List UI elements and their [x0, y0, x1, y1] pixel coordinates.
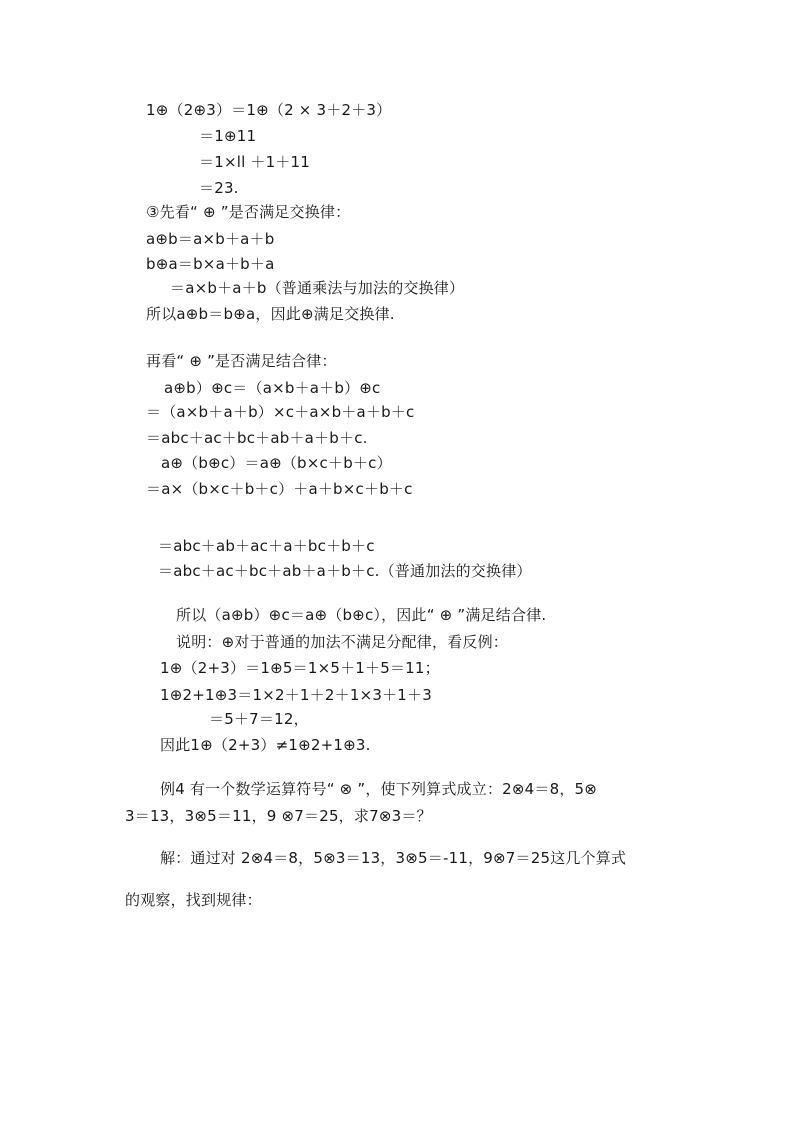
text-line: 3＝13，3⊗5＝11，9 ⊗7＝25，求7⊗3＝？ [125, 807, 432, 825]
text-line: ＝1×ll ＋1＋11 [199, 153, 311, 171]
text-line: ＝23. [199, 179, 239, 197]
text-line: ③先看“ ⊕ ”是否满足交换律： [146, 203, 351, 221]
text-line: ＝5＋7＝12， [209, 710, 309, 728]
text-line: 因此1⊕（2+3）≠1⊕2+1⊕3. [160, 736, 371, 754]
text-line: a⊕（b⊕c）＝a⊕（b×c＋b＋c） [161, 454, 392, 472]
text-line: 所以（a⊕b）⊕c＝a⊕（b⊕c），因此“ ⊕ ”满足结合律. [176, 606, 547, 624]
text-line: 说明：⊕对于普通的加法不满足分配律，看反例： [176, 633, 508, 651]
text-line: ＝abc＋ab＋ac＋a＋bc＋b＋c [158, 537, 375, 555]
text-line: ＝abc＋ac＋bc＋ab＋a＋b＋c. [146, 429, 368, 447]
text-line: 1⊕（2⊕3）＝1⊕（2 × 3＋2＋3） [146, 101, 392, 119]
text-line: b⊕a＝b×a＋b＋a [146, 255, 275, 273]
text-line: 1⊕（2+3）＝1⊕5＝1×5＋1＋5＝11； [160, 659, 440, 677]
text-line: a⊕b＝a×b＋a＋b [146, 230, 275, 248]
text-line: ＝a×（b×c＋b＋c）＋a＋b×c＋b＋c [146, 480, 413, 498]
text-line: 1⊕2+1⊕3＝1×2＋1＋2＋1×3＋1＋3 [160, 686, 432, 704]
text-line: 所以a⊕b＝b⊕a，因此⊕满足交换律. [146, 305, 395, 323]
text-line: 例4 有一个数学运算符号“ ⊗ ”，使下列算式成立：2⊗4＝8，5⊗ [160, 780, 598, 798]
text-line: 的观察，找到规律： [125, 891, 262, 909]
text-line: 再看“ ⊕ ”是否满足结合律： [146, 352, 337, 370]
text-line: ＝1⊕11 [199, 127, 257, 145]
text-line: ＝a×b＋a＋b（普通乘法与加法的交换律） [170, 279, 465, 297]
text-line: ＝（a×b＋a＋b）×c＋a×b＋a＋b＋c [146, 403, 415, 421]
text-line: 解：通过对 2⊗4＝8，5⊗3＝13，3⊗5＝-11，9⊗7＝25这几个算式 [160, 849, 627, 867]
text-line: ＝abc＋ac＋bc＋ab＋a＋b＋c.（普通加法的交换律） [158, 562, 532, 580]
text-line: a⊕b）⊕c＝（a×b＋a＋b）⊕c [164, 379, 381, 397]
